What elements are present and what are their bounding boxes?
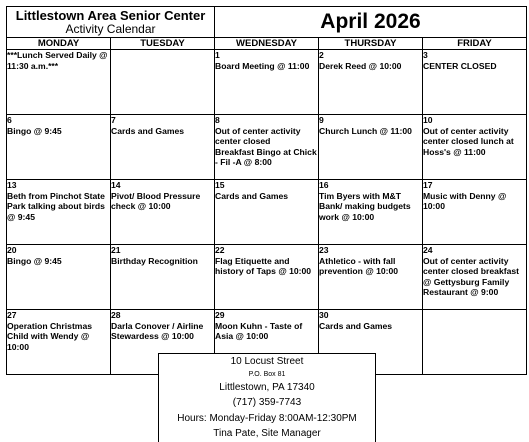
day-events: Darla Conover / Airline Stewardess @ 10:00	[111, 320, 204, 341]
day-events: Cards and Games	[215, 190, 289, 201]
footer-city: Littlestown, PA 17340	[219, 381, 315, 393]
weekday-header-row	[7, 38, 527, 50]
day-number: 14	[111, 180, 121, 190]
day-events: Music with Denny @ 10:00	[423, 190, 507, 211]
day-number: 30	[319, 310, 329, 320]
weekday-tuesday: TUESDAY	[111, 38, 215, 50]
day-number: 10	[423, 115, 433, 125]
address-box	[158, 353, 376, 442]
day-cell	[423, 115, 527, 180]
day-events: Cards and Games	[319, 320, 393, 331]
center-name: Littlestown Area Senior Center	[15, 8, 206, 23]
day-events: Derek Reed @ 10:00	[319, 60, 402, 71]
day-cell	[215, 115, 319, 180]
day-number: 17	[423, 180, 433, 190]
day-events: Bingo @ 9:45	[7, 255, 62, 266]
day-cell	[215, 245, 319, 310]
day-cell	[111, 50, 215, 115]
day-cell	[7, 245, 111, 310]
day-events: Out of center activity center closed lunch at Hoss's @ 11:00	[423, 125, 514, 157]
footer-hours: Hours: Monday-Friday 8:00AM-12:30PM	[177, 412, 357, 424]
day-events: Cards and Games	[111, 125, 185, 136]
day-events: Operation Christmas Child with Wendy @ 10:00	[7, 320, 93, 352]
day-number: 8	[215, 115, 220, 125]
day-cell	[215, 50, 319, 115]
day-number: 13	[7, 180, 17, 190]
day-number: 23	[319, 245, 329, 255]
day-number: 1	[215, 50, 220, 60]
day-cell	[111, 245, 215, 310]
footer-phone: (717) 359-7743	[232, 397, 302, 408]
day-number: 3	[423, 50, 428, 60]
day-number: 28	[111, 310, 121, 320]
month-title: April 2026	[215, 7, 527, 38]
day-number: 20	[7, 245, 17, 255]
day-cell	[319, 115, 423, 180]
day-cell	[319, 180, 423, 245]
day-number: 24	[423, 245, 433, 255]
day-events: CENTER CLOSED	[423, 60, 497, 71]
weekday-monday: MONDAY	[7, 38, 111, 50]
footer-manager: Tina Pate, Site Manager	[213, 428, 321, 439]
calendar-header-left	[7, 7, 215, 38]
day-cell	[111, 180, 215, 245]
day-number: 7	[111, 115, 116, 125]
day-cell	[319, 50, 423, 115]
day-cell	[7, 310, 111, 375]
day-events: ***Lunch Served Daily @ 11:30 a.m.***	[7, 50, 108, 71]
day-cell	[7, 50, 111, 115]
day-events: Bingo @ 9:45	[7, 125, 62, 136]
footer-po-box: P.O. Box 81	[248, 370, 286, 378]
day-number: 16	[319, 180, 329, 190]
day-cell	[423, 245, 527, 310]
day-number: 22	[215, 245, 225, 255]
day-events: Beth from Pinchot State Park talking about birds @ 9:45	[7, 190, 105, 222]
day-number: 27	[7, 310, 17, 320]
day-events: Tim Byers with M&T Bank/ making budgets work @ 10:00	[319, 190, 411, 222]
day-cell	[319, 245, 423, 310]
day-number: 6	[7, 115, 12, 125]
week-row	[7, 50, 527, 115]
day-cell	[7, 115, 111, 180]
weekday-thursday: THURSDAY	[319, 38, 423, 50]
day-cell	[215, 180, 319, 245]
week-row	[7, 115, 527, 180]
weekday-friday: FRIDAY	[423, 38, 527, 50]
day-cell	[111, 115, 215, 180]
day-number: 2	[319, 50, 324, 60]
week-row	[7, 245, 527, 310]
day-events: Athletico - with fall prevention @ 10:00	[319, 255, 399, 276]
day-events: Pivot/ Blood Pressure check @ 10:00	[111, 190, 201, 211]
footer-street: 10 Locust Street	[230, 356, 304, 367]
day-events: Flag Etiquette and history of Taps @ 10:00	[215, 255, 312, 276]
day-events: Church Lunch @ 11:00	[319, 125, 412, 136]
weekday-wednesday: WEDNESDAY	[215, 38, 319, 50]
day-number: 9	[319, 115, 324, 125]
day-number: 15	[215, 180, 225, 190]
day-cell	[423, 50, 527, 115]
day-events: Out of center activity center closed breakfast @ Gettysburg Family Restaurant @ 9:00	[423, 255, 520, 297]
day-events: Out of center activity center closed Breakfast Bingo at Chick - Fil -A @ 8:00	[215, 125, 317, 167]
day-cell	[7, 180, 111, 245]
week-row	[7, 180, 527, 245]
activity-calendar	[6, 6, 527, 375]
day-cell	[423, 180, 527, 245]
calendar-label: Activity Calendar	[65, 22, 156, 36]
day-number: 29	[215, 310, 225, 320]
day-events: Birthday Recognition	[111, 255, 198, 266]
day-events: Moon Kuhn - Taste of Asia @ 10:00	[215, 320, 303, 341]
day-events: Board Meeting @ 11:00	[215, 60, 310, 71]
day-cell	[423, 310, 527, 375]
day-number: 21	[111, 245, 121, 255]
